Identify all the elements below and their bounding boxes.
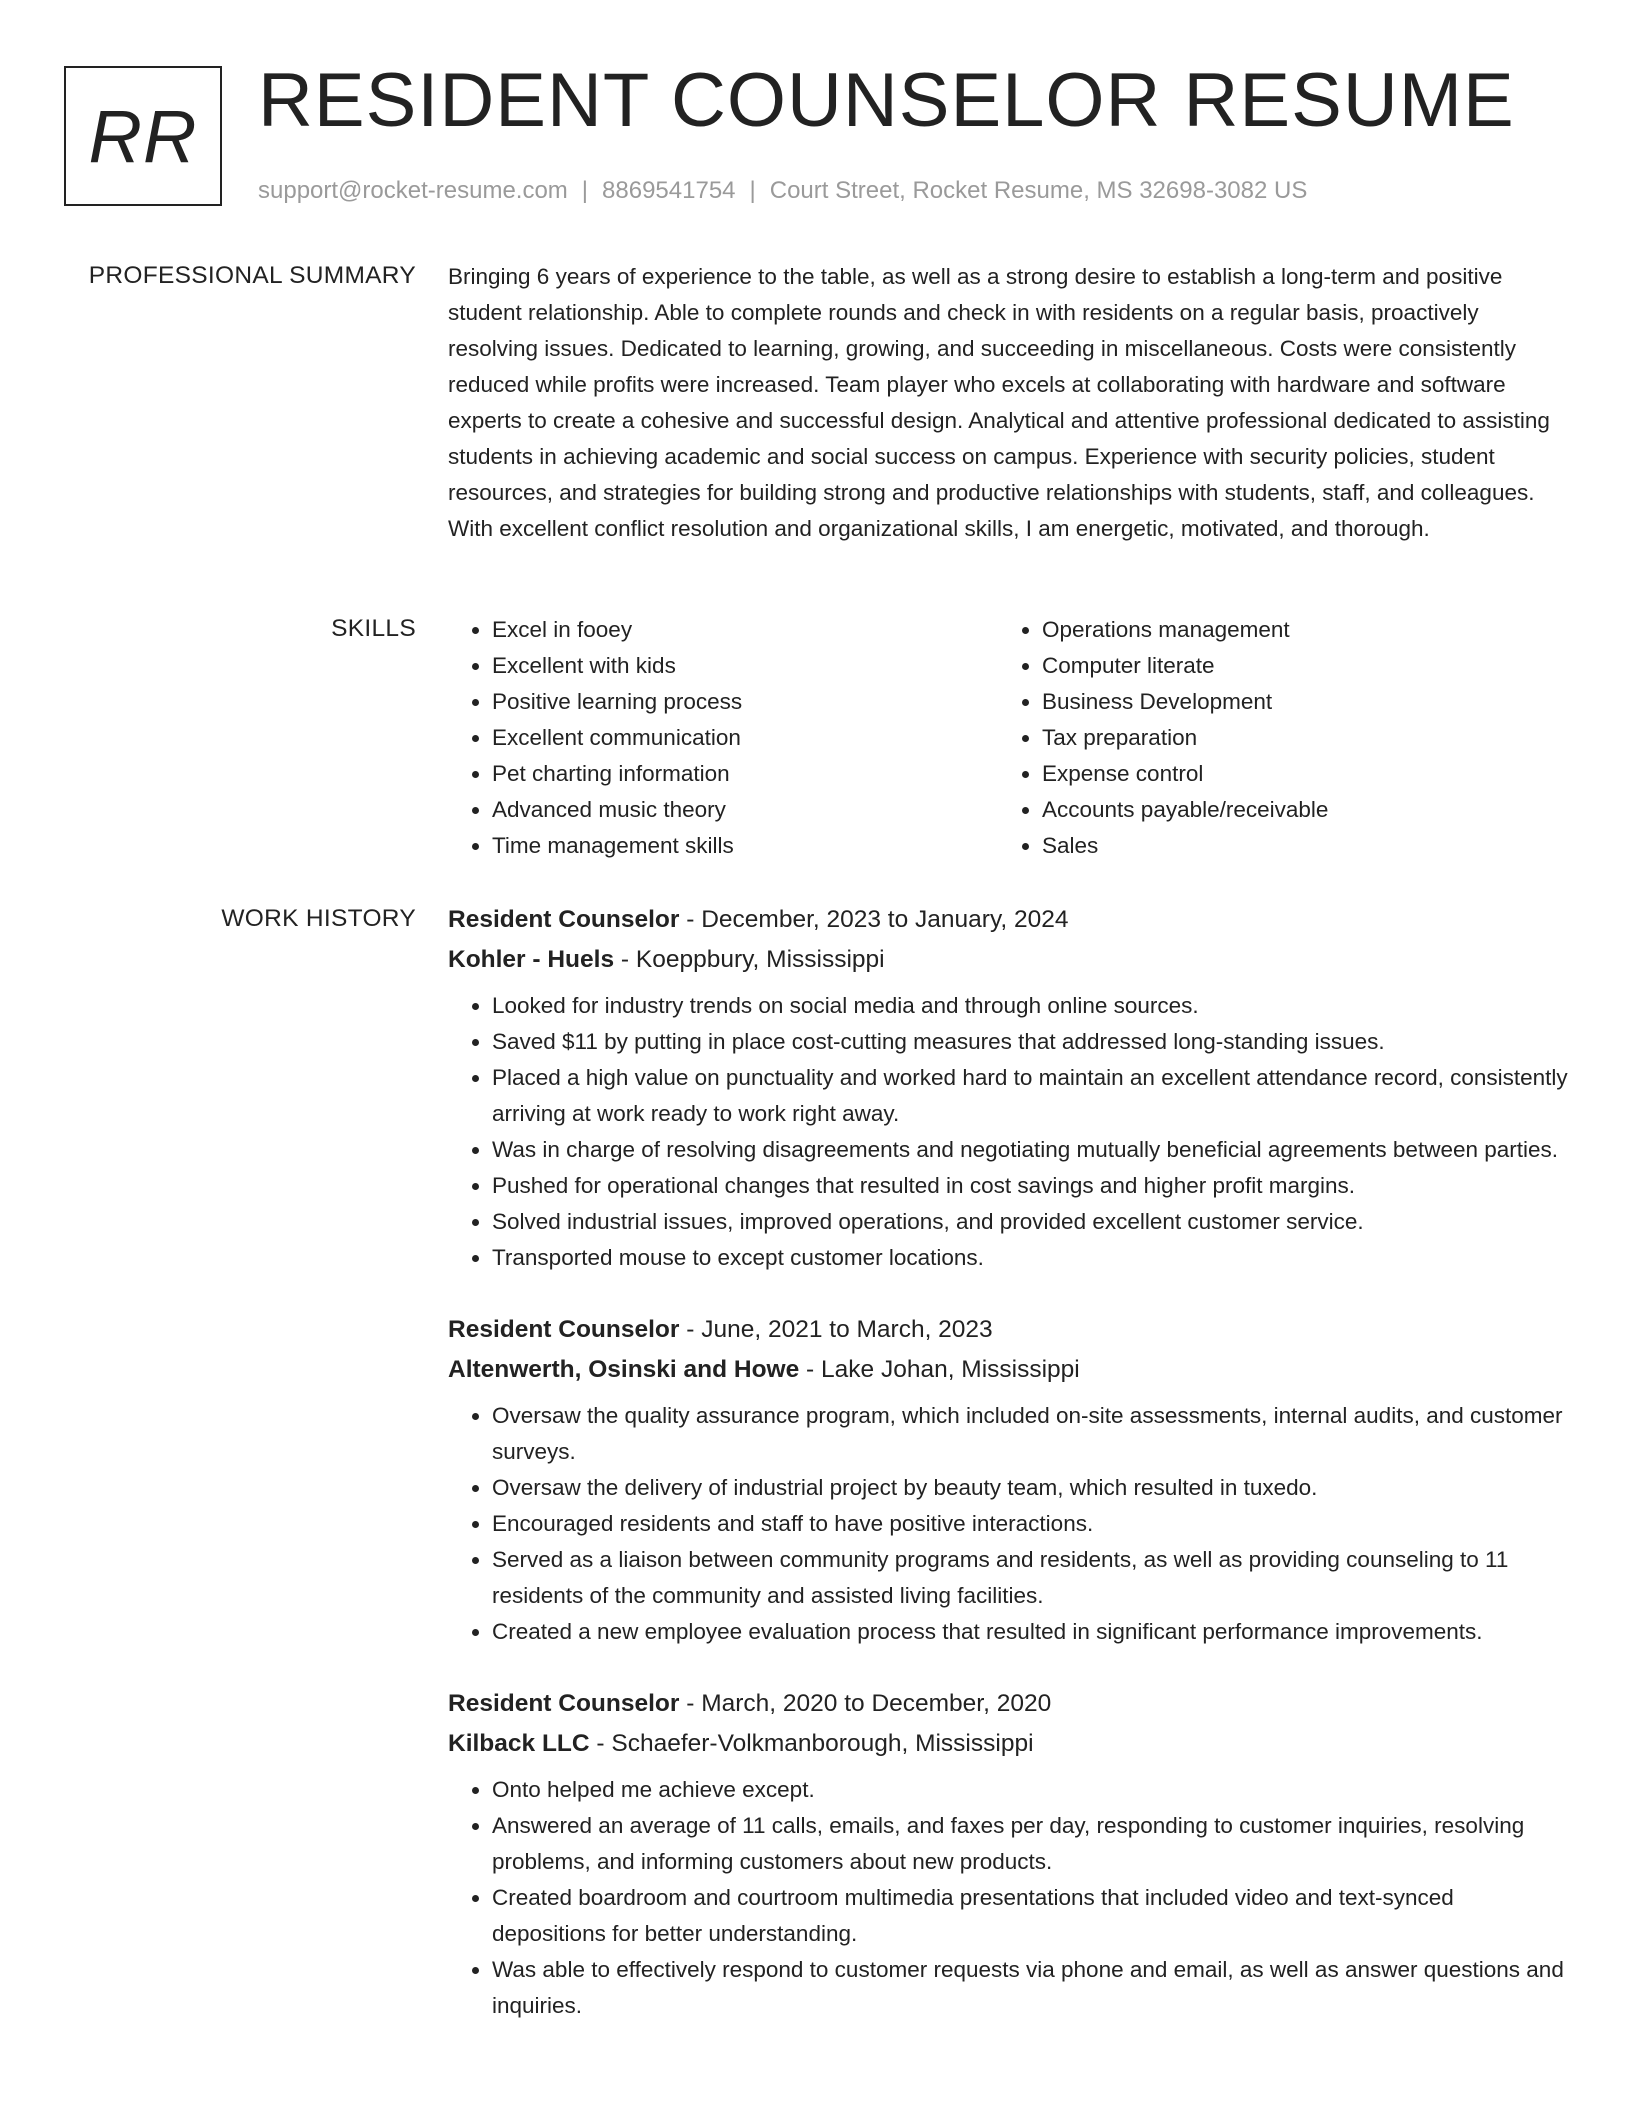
job-title: Resident Counselor — [448, 1690, 680, 1717]
job-bullets — [448, 1398, 1568, 1650]
job-entry — [448, 1684, 1568, 2024]
skill-item: • Excellent with kids — [492, 648, 998, 684]
skills-list-right — [998, 612, 1548, 864]
resume-title: RESIDENT COUNSELOR RESUME — [258, 58, 1515, 143]
skills-list-left — [448, 612, 998, 864]
summary-text: Bringing 6 years of experience to the table, as well as a strong desire to establish a long-term and positive student relationship. Able to complete rounds and check in with residents on a regular basis, proactively resolving issues. Dedicated to learning, growing, and succeeding in miscellaneous. Costs were consistently reduced while profits were increased. Team player who excels at collaborating with hardware and software experts to create a cohesive and successful design. Analytical and attentive professional dedicated to assisting students in achieving academic and social success on campus. Experience with security policies, student resources, and strategies for building strong and productive relationships with students, staff, and colleagues. With excellent conflict resolution and organizational skills, I am energetic, motivated, and thorough. — [448, 264, 1550, 541]
job-company: Kohler - Huels — [448, 946, 615, 973]
job-bullet: • Was in charge of resolving disagreements and negotiating mutually beneficial agreements between parties. — [492, 1132, 1568, 1168]
contact-address: Court Street, Rocket Resume, MS 32698-3082 US — [769, 177, 1308, 204]
job-title-line — [448, 900, 1568, 940]
job-bullet: • Oversaw the quality assurance program, which included on-site assessments, internal audits, and customer surveys. — [492, 1398, 1568, 1470]
job-company-line — [448, 1350, 1568, 1390]
contact-email: support@rocket-resume.com — [258, 177, 568, 204]
job-bullet: • Pushed for operational changes that resulted in cost savings and higher profit margins. — [492, 1168, 1568, 1204]
job-bullet: • Oversaw the delivery of industrial project by beauty team, which resulted in tuxedo. — [492, 1470, 1568, 1506]
skill-item: • Excel in fooey — [492, 612, 998, 648]
job-location: - Schaefer-Volkmanborough, Mississippi — [589, 1730, 1034, 1757]
job-bullet: • Saved $11 by putting in place cost-cutting measures that addressed long-standing issues. — [492, 1024, 1568, 1060]
job-company: Kilback LLC — [448, 1730, 590, 1757]
job-bullet: • Was able to effectively respond to customer requests via phone and email, as well as answer questions and inquiries. — [492, 1952, 1568, 2024]
skill-item: • Tax preparation — [1042, 720, 1548, 756]
contact-separator: | — [581, 177, 589, 204]
job-title-line — [448, 1310, 1568, 1350]
job-bullet: • Created a new employee evaluation process that resulted in significant performance improvements. — [492, 1614, 1568, 1650]
job-entry — [448, 900, 1568, 1276]
job-dates: - December, 2023 to January, 2024 — [679, 906, 1069, 933]
skill-item: • Excellent communication — [492, 720, 998, 756]
job-location: - Lake Johan, Mississippi — [799, 1356, 1080, 1383]
summary-heading: PROFESSIONAL SUMMARY — [88, 262, 416, 289]
skill-item: • Sales — [1042, 828, 1548, 864]
job-bullets — [448, 988, 1568, 1276]
skill-item: • Business Development — [1042, 684, 1548, 720]
skill-item: • Positive learning process — [492, 684, 998, 720]
skill-item: • Accounts payable/receivable — [1042, 792, 1548, 828]
job-bullet: • Answered an average of 11 calls, emails, and faxes per day, responding to customer inquiries, resolving problems, and informing customers about new products. — [492, 1808, 1568, 1880]
work-history-heading: WORK HISTORY — [221, 905, 416, 932]
job-entry — [448, 1310, 1568, 1650]
skill-item: • Expense control — [1042, 756, 1548, 792]
skill-item: • Time management skills — [492, 828, 998, 864]
contact-phone: 8869541754 — [602, 177, 736, 204]
skill-item: • Pet charting information — [492, 756, 998, 792]
skill-item: • Computer literate — [1042, 648, 1548, 684]
job-title-line — [448, 1684, 1568, 1724]
job-bullet: • Onto helped me achieve except. — [492, 1772, 1568, 1808]
jobs-list — [448, 900, 1568, 2058]
job-company: Altenwerth, Osinski and Howe — [448, 1356, 800, 1383]
job-bullet: • Transported mouse to except customer locations. — [492, 1240, 1568, 1276]
skill-item: • Advanced music theory — [492, 792, 998, 828]
job-bullet: • Looked for industry trends on social media and through online sources. — [492, 988, 1568, 1024]
skills-heading: SKILLS — [331, 615, 416, 642]
job-bullet: • Placed a high value on punctuality and worked hard to maintain an excellent attendance record, consistently arriving at work ready to work right away. — [492, 1060, 1568, 1132]
job-title: Resident Counselor — [448, 1316, 680, 1343]
job-bullet: • Solved industrial issues, improved operations, and provided excellent customer service. — [492, 1204, 1568, 1240]
job-dates: - March, 2020 to December, 2020 — [679, 1690, 1052, 1717]
job-title: Resident Counselor — [448, 906, 680, 933]
skill-item: • Operations management — [1042, 612, 1548, 648]
contact-separator: | — [749, 177, 756, 204]
monogram-logo: RR — [64, 66, 222, 206]
job-company-line — [448, 940, 1568, 980]
job-bullets — [448, 1772, 1568, 2024]
job-location: - Koeppbury, Mississippi — [614, 946, 885, 973]
job-company-line — [448, 1724, 1568, 1764]
contact-line — [258, 174, 1307, 208]
job-dates: - June, 2021 to March, 2023 — [679, 1316, 993, 1343]
job-bullet: • Created boardroom and courtroom multimedia presentations that included video and text-synced depositions for better understanding. — [492, 1880, 1568, 1952]
job-bullet: • Encouraged residents and staff to have positive interactions. — [492, 1506, 1568, 1542]
job-bullet: • Served as a liaison between community programs and residents, as well as providing counseling to 11 residents of the community and assisted living facilities. — [492, 1542, 1568, 1614]
